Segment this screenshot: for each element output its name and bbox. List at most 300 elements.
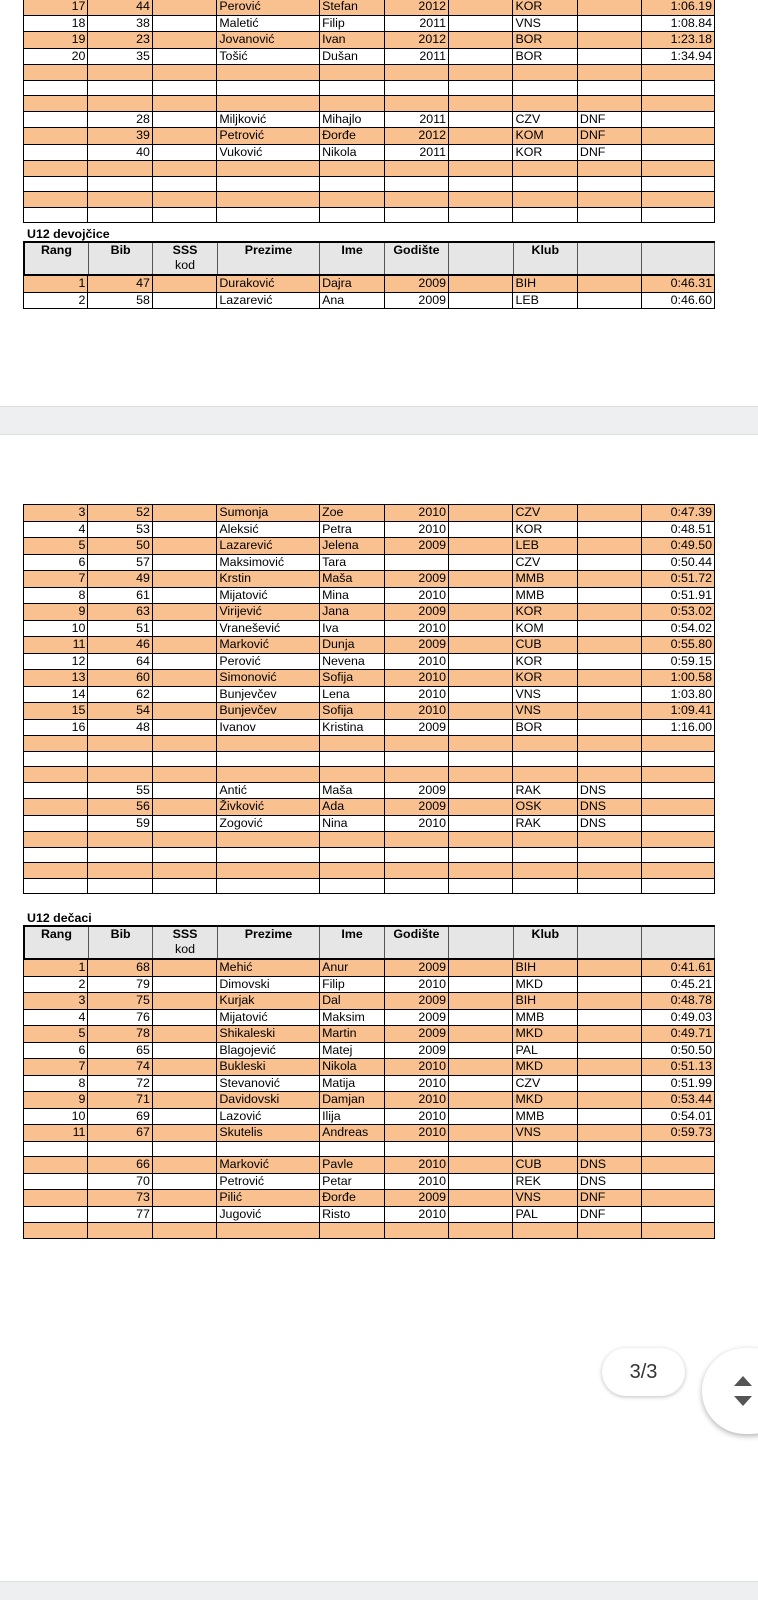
table-cell bbox=[513, 96, 577, 112]
table-cell bbox=[449, 670, 513, 687]
table-cell: 2012 bbox=[384, 128, 448, 145]
table-cell bbox=[384, 65, 448, 81]
table-cell: 0:59.73 bbox=[642, 1125, 715, 1142]
section-title: U12 dečaci bbox=[27, 911, 92, 925]
table-row bbox=[24, 32, 715, 49]
table-cell: 0:41.61 bbox=[642, 960, 715, 977]
table-cell bbox=[577, 505, 641, 522]
header-label: Rang bbox=[40, 927, 72, 941]
table-cell: 0:46.31 bbox=[642, 276, 715, 293]
table-cell bbox=[152, 144, 216, 161]
table-cell: 5 bbox=[24, 1026, 88, 1043]
page-separator bbox=[0, 406, 758, 435]
table-cell bbox=[449, 767, 513, 783]
table-cell bbox=[449, 799, 513, 816]
header-label: Prezime bbox=[244, 927, 293, 941]
table-cell: 58 bbox=[88, 292, 152, 309]
table-cell: 38 bbox=[88, 15, 152, 32]
table-row bbox=[24, 767, 715, 783]
table-cell: 56 bbox=[88, 799, 152, 816]
table-cell: 79 bbox=[88, 976, 152, 993]
table-row bbox=[24, 192, 715, 208]
table-cell bbox=[449, 111, 513, 128]
table-cell bbox=[513, 847, 577, 863]
table-cell bbox=[24, 128, 88, 145]
table-cell bbox=[577, 686, 641, 703]
table-cell bbox=[24, 863, 88, 879]
table-cell bbox=[642, 736, 715, 752]
table-cell bbox=[513, 207, 577, 223]
table-cell: KOR bbox=[513, 653, 577, 670]
table-cell: Nikola bbox=[320, 1059, 384, 1076]
table-cell: 0:48.51 bbox=[642, 521, 715, 538]
table-cell bbox=[642, 782, 715, 799]
table-cell: 0:51.72 bbox=[642, 571, 715, 588]
table-cell bbox=[152, 736, 216, 752]
table-cell: 2009 bbox=[384, 1026, 448, 1043]
table-cell: Mehić bbox=[217, 960, 320, 977]
table-cell bbox=[449, 207, 513, 223]
table-cell bbox=[513, 832, 577, 848]
table-cell bbox=[577, 80, 641, 96]
table-row bbox=[24, 0, 715, 15]
table-cell: 78 bbox=[88, 1026, 152, 1043]
table-cell bbox=[449, 128, 513, 145]
table-cell: 52 bbox=[88, 505, 152, 522]
table-cell: Aleksić bbox=[217, 521, 320, 538]
table-cell bbox=[152, 703, 216, 720]
table-cell bbox=[152, 653, 216, 670]
table-cell bbox=[449, 620, 513, 637]
header-sublabel: kod bbox=[175, 942, 195, 956]
table-cell bbox=[88, 176, 152, 192]
table-cell bbox=[320, 767, 384, 783]
table-cell bbox=[88, 161, 152, 177]
results-table bbox=[23, 0, 715, 223]
pdf-page-2 bbox=[0, 0, 758, 406]
table-row bbox=[24, 1042, 715, 1059]
table-cell bbox=[217, 96, 320, 112]
table-cell: 11 bbox=[24, 1125, 88, 1142]
table-cell bbox=[384, 1141, 448, 1157]
table-cell bbox=[24, 799, 88, 816]
table-cell: Vranešević bbox=[217, 620, 320, 637]
table-cell: 2010 bbox=[384, 1125, 448, 1142]
table-cell: BIH bbox=[513, 993, 577, 1010]
table-cell: Kristina bbox=[320, 719, 384, 736]
table-cell bbox=[152, 767, 216, 783]
table-cell bbox=[577, 1125, 641, 1142]
header-cell bbox=[217, 242, 320, 274]
table-cell: Lazović bbox=[217, 1108, 320, 1125]
table-cell bbox=[152, 1009, 216, 1026]
table-cell bbox=[577, 976, 641, 993]
table-cell: 20 bbox=[24, 48, 88, 65]
table-cell bbox=[152, 960, 216, 977]
table-cell: 2011 bbox=[384, 111, 448, 128]
table-cell bbox=[642, 799, 715, 816]
table-cell bbox=[320, 847, 384, 863]
table-cell: Dušan bbox=[320, 48, 384, 65]
table-cell: 50 bbox=[88, 538, 152, 555]
table-cell: Andreas bbox=[320, 1125, 384, 1142]
table-cell: DNS bbox=[577, 1157, 641, 1174]
table-row bbox=[24, 1157, 715, 1174]
table-cell bbox=[577, 1009, 641, 1026]
table-cell: 2010 bbox=[384, 976, 448, 993]
table-cell bbox=[384, 80, 448, 96]
table-cell: CZV bbox=[513, 1075, 577, 1092]
table-cell: 0:49.03 bbox=[642, 1009, 715, 1026]
table-cell bbox=[320, 832, 384, 848]
table-cell: 0:46.60 bbox=[642, 292, 715, 309]
table-cell: 1:16.00 bbox=[642, 719, 715, 736]
table-cell bbox=[152, 1223, 216, 1239]
table-cell: 46 bbox=[88, 637, 152, 654]
table-cell bbox=[217, 751, 320, 767]
table-cell: Matija bbox=[320, 1075, 384, 1092]
table-cell bbox=[642, 1157, 715, 1174]
chevron-up-icon bbox=[734, 1376, 752, 1386]
table-cell bbox=[152, 637, 216, 654]
header-cell bbox=[24, 926, 88, 958]
table-cell: Lazarević bbox=[217, 292, 320, 309]
table-row bbox=[24, 65, 715, 81]
table-cell: 2011 bbox=[384, 144, 448, 161]
table-row bbox=[24, 1092, 715, 1109]
table-row bbox=[24, 505, 715, 522]
header-cell bbox=[88, 242, 152, 274]
table-cell bbox=[577, 863, 641, 879]
table-cell bbox=[577, 767, 641, 783]
table-cell bbox=[88, 192, 152, 208]
table-row bbox=[24, 128, 715, 145]
table-cell bbox=[513, 736, 577, 752]
table-cell bbox=[642, 80, 715, 96]
table-cell bbox=[152, 0, 216, 15]
table-cell bbox=[320, 96, 384, 112]
table-cell: 19 bbox=[24, 32, 88, 49]
table-row bbox=[24, 48, 715, 65]
table-cell bbox=[449, 847, 513, 863]
table-row bbox=[24, 1108, 715, 1125]
table-cell bbox=[513, 863, 577, 879]
header-label: Bib bbox=[110, 927, 131, 941]
table-cell bbox=[642, 65, 715, 81]
table-cell bbox=[449, 192, 513, 208]
table-cell: Skutelis bbox=[217, 1125, 320, 1142]
table-cell bbox=[513, 65, 577, 81]
table-cell: 12 bbox=[24, 653, 88, 670]
table-cell: OSK bbox=[513, 799, 577, 816]
table-cell: MKD bbox=[513, 1092, 577, 1109]
table-cell bbox=[642, 1190, 715, 1207]
table-cell: 62 bbox=[88, 686, 152, 703]
table-cell: 51 bbox=[88, 620, 152, 637]
table-cell bbox=[152, 799, 216, 816]
table-cell bbox=[152, 80, 216, 96]
table-cell bbox=[152, 751, 216, 767]
table-header bbox=[23, 241, 715, 275]
table-cell bbox=[217, 736, 320, 752]
table-cell bbox=[152, 192, 216, 208]
table-cell bbox=[577, 176, 641, 192]
table-row bbox=[24, 1059, 715, 1076]
table-cell: 0:54.01 bbox=[642, 1108, 715, 1125]
table-cell: DNS bbox=[577, 782, 641, 799]
table-cell bbox=[217, 192, 320, 208]
table-cell: 0:53.44 bbox=[642, 1092, 715, 1109]
table-cell: Miljković bbox=[217, 111, 320, 128]
table-cell: Bunjevčev bbox=[217, 703, 320, 720]
table-cell bbox=[217, 847, 320, 863]
table-cell bbox=[577, 1059, 641, 1076]
table-cell: Nevena bbox=[320, 653, 384, 670]
table-cell bbox=[152, 1075, 216, 1092]
table-cell: 68 bbox=[88, 960, 152, 977]
table-cell bbox=[449, 703, 513, 720]
table-cell bbox=[449, 993, 513, 1010]
table-cell bbox=[152, 1141, 216, 1157]
header-cell bbox=[217, 926, 320, 958]
table-cell: Ana bbox=[320, 292, 384, 309]
table-cell: 2010 bbox=[384, 1075, 448, 1092]
table-cell: 2010 bbox=[384, 1059, 448, 1076]
table-cell: 54 bbox=[88, 703, 152, 720]
table-row bbox=[24, 1009, 715, 1026]
table-cell bbox=[320, 863, 384, 879]
table-cell bbox=[88, 65, 152, 81]
table-cell bbox=[152, 1125, 216, 1142]
table-cell bbox=[152, 1092, 216, 1109]
table-cell bbox=[513, 1223, 577, 1239]
table-cell bbox=[152, 847, 216, 863]
table-cell bbox=[577, 847, 641, 863]
table-cell bbox=[152, 521, 216, 538]
table-cell: Kurjak bbox=[217, 993, 320, 1010]
table-cell bbox=[384, 161, 448, 177]
table-cell bbox=[320, 207, 384, 223]
table-cell: 2011 bbox=[384, 15, 448, 32]
table-cell bbox=[217, 832, 320, 848]
table-row bbox=[24, 1190, 715, 1207]
table-cell: 72 bbox=[88, 1075, 152, 1092]
table-cell: DNF bbox=[577, 1190, 641, 1207]
table-cell bbox=[449, 637, 513, 654]
table-cell: Maksimović bbox=[217, 554, 320, 571]
table-cell bbox=[152, 604, 216, 621]
table-cell: Davidovski bbox=[217, 1092, 320, 1109]
table-cell bbox=[642, 1223, 715, 1239]
table-cell: 57 bbox=[88, 554, 152, 571]
table-cell bbox=[152, 1059, 216, 1076]
header-label: Ime bbox=[341, 927, 363, 941]
table-cell bbox=[577, 538, 641, 555]
table-row bbox=[24, 620, 715, 637]
table-cell: 0:50.44 bbox=[642, 554, 715, 571]
table-cell bbox=[577, 207, 641, 223]
table-cell: Pilić bbox=[217, 1190, 320, 1207]
table-cell: 64 bbox=[88, 653, 152, 670]
table-cell bbox=[577, 960, 641, 977]
table-row bbox=[24, 161, 715, 177]
table-cell: 35 bbox=[88, 48, 152, 65]
table-cell bbox=[577, 15, 641, 32]
table-cell: 66 bbox=[88, 1157, 152, 1174]
table-cell bbox=[449, 587, 513, 604]
table-cell bbox=[577, 276, 641, 293]
table-cell bbox=[24, 815, 88, 832]
page-separator bbox=[0, 1581, 758, 1600]
table-cell bbox=[384, 736, 448, 752]
table-cell bbox=[152, 292, 216, 309]
table-cell: 3 bbox=[24, 993, 88, 1010]
table-cell bbox=[449, 276, 513, 293]
table-cell bbox=[24, 1157, 88, 1174]
table-cell bbox=[24, 80, 88, 96]
table-cell: Zoe bbox=[320, 505, 384, 522]
table-row bbox=[24, 736, 715, 752]
table-cell: BOR bbox=[513, 48, 577, 65]
header-cell bbox=[384, 926, 448, 958]
table-cell: Filip bbox=[320, 976, 384, 993]
table-cell: 2010 bbox=[384, 1157, 448, 1174]
table-cell bbox=[24, 1173, 88, 1190]
table-row bbox=[24, 292, 715, 309]
table-row bbox=[24, 1223, 715, 1239]
table-cell bbox=[152, 782, 216, 799]
table-cell bbox=[384, 176, 448, 192]
table-row bbox=[24, 554, 715, 571]
table-row bbox=[24, 144, 715, 161]
table-cell bbox=[152, 554, 216, 571]
table-cell bbox=[24, 65, 88, 81]
table-cell: 0:50.50 bbox=[642, 1042, 715, 1059]
table-cell: 2009 bbox=[384, 292, 448, 309]
table-cell bbox=[217, 80, 320, 96]
table-cell bbox=[152, 832, 216, 848]
table-cell bbox=[642, 1141, 715, 1157]
table-cell: 5 bbox=[24, 538, 88, 555]
table-row bbox=[24, 993, 715, 1010]
table-cell: 1:34.94 bbox=[642, 48, 715, 65]
table-cell bbox=[449, 1223, 513, 1239]
table-cell: LEB bbox=[513, 538, 577, 555]
table-cell: VNS bbox=[513, 703, 577, 720]
table-cell: 14 bbox=[24, 686, 88, 703]
table-cell: 0:55.80 bbox=[642, 637, 715, 654]
table-cell: 3 bbox=[24, 505, 88, 522]
table-cell bbox=[577, 1026, 641, 1043]
table-cell bbox=[449, 1092, 513, 1109]
table-cell bbox=[384, 192, 448, 208]
table-cell: Blagojević bbox=[217, 1042, 320, 1059]
header-label: Ime bbox=[341, 243, 363, 257]
table-cell bbox=[217, 767, 320, 783]
table-cell bbox=[152, 111, 216, 128]
table-cell bbox=[449, 1206, 513, 1223]
table-cell: 0:45.21 bbox=[642, 976, 715, 993]
table-cell: 44 bbox=[88, 0, 152, 15]
table-cell bbox=[24, 1141, 88, 1157]
table-cell bbox=[449, 1075, 513, 1092]
table-cell bbox=[642, 207, 715, 223]
table-cell: Marković bbox=[217, 1157, 320, 1174]
table-cell bbox=[577, 1042, 641, 1059]
table-cell: 77 bbox=[88, 1206, 152, 1223]
table-cell: CZV bbox=[513, 505, 577, 522]
table-cell bbox=[577, 719, 641, 736]
table-cell bbox=[577, 1223, 641, 1239]
table-cell: 2 bbox=[24, 976, 88, 993]
table-row bbox=[24, 1075, 715, 1092]
table-row bbox=[24, 521, 715, 538]
table-cell: 0:53.02 bbox=[642, 604, 715, 621]
table-cell bbox=[449, 863, 513, 879]
table-cell: 2 bbox=[24, 292, 88, 309]
table-cell: 2009 bbox=[384, 538, 448, 555]
table-cell bbox=[384, 96, 448, 112]
table-cell: Đorđe bbox=[320, 128, 384, 145]
table-cell: Martin bbox=[320, 1026, 384, 1043]
table-row bbox=[24, 686, 715, 703]
table-cell bbox=[152, 976, 216, 993]
header-cell bbox=[449, 926, 513, 958]
table-cell bbox=[152, 1173, 216, 1190]
table-cell bbox=[384, 554, 448, 571]
table-cell: Jugović bbox=[217, 1206, 320, 1223]
table-cell bbox=[384, 1223, 448, 1239]
table-cell bbox=[449, 1190, 513, 1207]
table-cell bbox=[577, 604, 641, 621]
table-cell: Jana bbox=[320, 604, 384, 621]
table-cell: Ilija bbox=[320, 1108, 384, 1125]
table-cell bbox=[152, 1157, 216, 1174]
table-cell: 10 bbox=[24, 620, 88, 637]
table-cell bbox=[449, 292, 513, 309]
table-cell bbox=[513, 767, 577, 783]
table-cell bbox=[449, 161, 513, 177]
table-cell bbox=[320, 1223, 384, 1239]
table-cell bbox=[320, 878, 384, 894]
header-label: Bib bbox=[110, 243, 131, 257]
table-row bbox=[24, 1125, 715, 1142]
table-row bbox=[24, 276, 715, 293]
table-cell: PAL bbox=[513, 1206, 577, 1223]
table-cell: 4 bbox=[24, 1009, 88, 1026]
table-cell: 1:09.41 bbox=[642, 703, 715, 720]
table-cell: Ivanov bbox=[217, 719, 320, 736]
table-cell bbox=[152, 670, 216, 687]
table-cell: Iva bbox=[320, 620, 384, 637]
table-cell bbox=[449, 751, 513, 767]
table-cell: Lazarević bbox=[217, 538, 320, 555]
table-row bbox=[24, 1026, 715, 1043]
table-cell: Stevanović bbox=[217, 1075, 320, 1092]
table-cell: Nikola bbox=[320, 144, 384, 161]
table-cell: MMB bbox=[513, 1108, 577, 1125]
header-cell bbox=[384, 242, 448, 274]
table-cell bbox=[577, 703, 641, 720]
table-cell bbox=[217, 878, 320, 894]
table-cell: DNF bbox=[577, 128, 641, 145]
table-cell: 65 bbox=[88, 1042, 152, 1059]
table-cell: MKD bbox=[513, 976, 577, 993]
table-cell bbox=[88, 863, 152, 879]
table-cell bbox=[577, 670, 641, 687]
table-cell: 28 bbox=[88, 111, 152, 128]
table-cell bbox=[88, 1141, 152, 1157]
